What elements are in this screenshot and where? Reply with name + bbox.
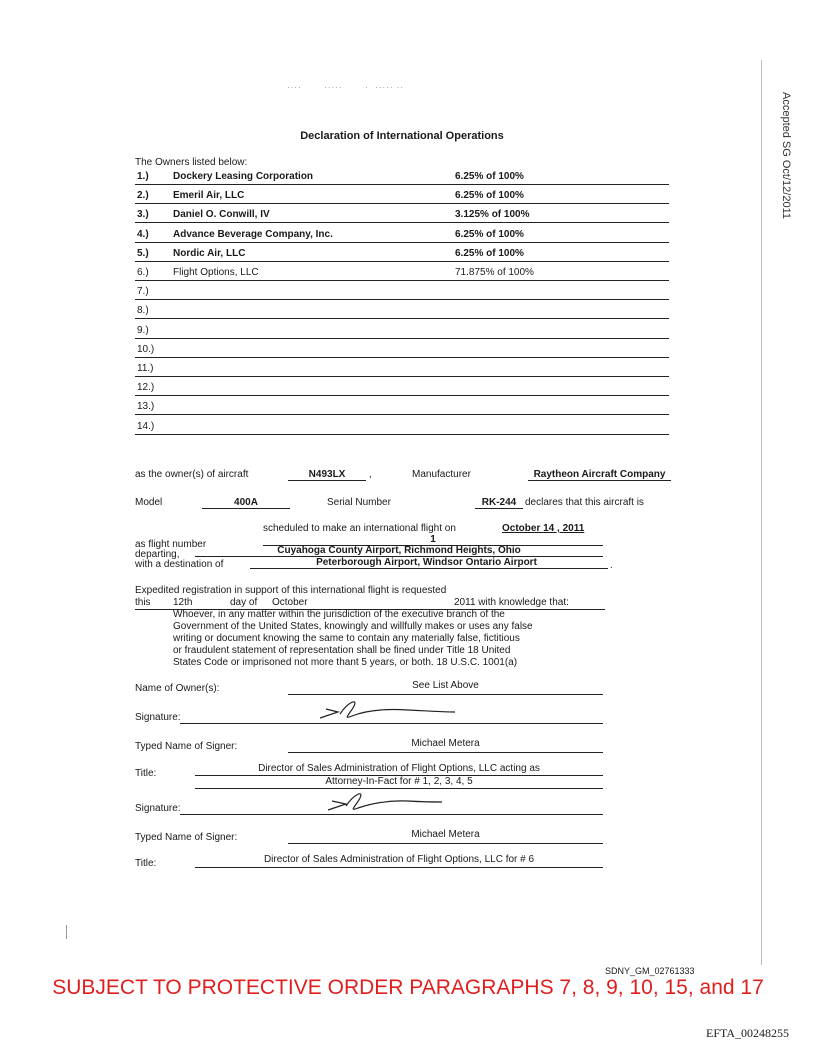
owner-row-line	[135, 203, 669, 204]
owner-number: 2.)	[137, 190, 149, 201]
serial-label: Serial Number	[327, 497, 391, 508]
legal-line: or fraudulent statement of representation shall be fined under Title 18 United	[173, 645, 511, 656]
owner-share: 71.875% of 100%	[455, 267, 534, 278]
owner-name: Daniel O. Conwill, IV	[173, 209, 270, 220]
owner-number: 13.)	[137, 401, 155, 412]
owner-row-line	[135, 184, 669, 185]
legal-line: Whoever, in any matter within the jurisdiction of the executive branch of the	[173, 609, 505, 620]
legal-line: States Code or imprisoned not more thant 5 years, or both. 18 U.S.C. 1001(a)	[173, 657, 518, 668]
efta-number: EFTA_00248255	[706, 1026, 790, 1040]
typed-name-underline-2	[288, 843, 603, 844]
owner-of-aircraft-label: as the owner(s) of aircraft	[135, 469, 249, 480]
page-edge-line	[761, 60, 762, 965]
legal-line: Government of the United States, knowingly and willfully makes or uses any false	[173, 621, 533, 632]
model-value: 400A	[202, 497, 290, 509]
owner-number: 14.)	[137, 421, 155, 432]
serial-value: RK-244	[475, 497, 523, 509]
owner-row-line	[135, 357, 669, 358]
owner-name: Emeril Air, LLC	[173, 190, 245, 201]
owner-share: 6.25% of 100%	[455, 229, 524, 240]
aircraft-registration: N493LX	[288, 469, 366, 481]
owner-number: 7.)	[137, 286, 149, 297]
owner-number: 10.)	[137, 344, 155, 355]
owner-share: 6.25% of 100%	[455, 171, 524, 182]
expedited-intro: Expedited registration in support of this international flight is requested	[135, 585, 447, 596]
owner-row-line	[135, 280, 669, 281]
owner-number: 11.)	[137, 363, 154, 374]
owner-row-line	[135, 338, 669, 339]
owner-number: 4.)	[137, 229, 149, 240]
scan-specks: ···· ····· · ····· ··	[287, 83, 405, 92]
owner-number: 5.)	[137, 248, 149, 259]
protective-order-banner: SUBJECT TO PROTECTIVE ORDER PARAGRAPHS 7, 8, 9, 10, 15, and 17	[52, 976, 764, 999]
owner-share: 6.25% of 100%	[455, 248, 524, 259]
owner-name: Dockery Leasing Corporation	[173, 171, 314, 182]
typed-name-label-1: Typed Name of Signer:	[135, 741, 238, 752]
year-text: 2011 with knowledge that:	[454, 597, 569, 608]
manufacturer-label: Manufacturer	[412, 469, 471, 480]
day-of-label: day of	[230, 597, 258, 608]
declares-text: declares that this aircraft is	[525, 497, 644, 508]
month-value: October	[272, 597, 308, 608]
period: .	[610, 560, 613, 571]
title-label-1: Title:	[135, 768, 157, 779]
document-title: Declaration of International Operations	[300, 130, 504, 142]
signature-scribble-2	[326, 786, 446, 816]
owner-share: 6.25% of 100%	[455, 190, 524, 201]
title-underline-2	[195, 867, 603, 868]
signature-label-1: Signature:	[135, 712, 181, 723]
scheduled-text: scheduled to make an international flight on	[263, 523, 456, 534]
owner-row-line	[135, 434, 669, 435]
owner-row-line	[135, 261, 669, 262]
flight-date: October 14 , 2011	[502, 523, 585, 534]
owner-name-underline	[288, 694, 603, 695]
owner-number: 12.)	[137, 382, 155, 393]
title-value-1a: Director of Sales Administration of Flight Options, LLC acting as	[258, 763, 540, 774]
signature-scribble-1	[318, 696, 458, 726]
typed-name-underline-1	[288, 752, 603, 753]
owners-intro: The Owners listed below:	[135, 157, 248, 168]
comma: ,	[369, 469, 372, 480]
bates-number: SDNY_GM_02761333	[605, 966, 695, 976]
owner-row-line	[135, 242, 669, 243]
owner-row-line	[135, 414, 669, 415]
legal-line: writing or document knowing the same to contain any materially false, fictitious	[173, 633, 520, 644]
manufacturer-value: Raytheon Aircraft Company	[528, 469, 671, 481]
typed-name-label-2: Typed Name of Signer:	[135, 832, 238, 843]
owner-number: 1.)	[137, 171, 149, 182]
model-label: Model	[135, 497, 163, 508]
departing-value: Cuyahoga County Airport, Richmond Heights, Ohio	[277, 545, 521, 556]
typed-name-value-2: Michael Metera	[411, 829, 480, 840]
owner-name: Advance Beverage Company, Inc.	[173, 229, 333, 240]
owner-number: 8.)	[137, 305, 149, 316]
owner-number: 6.)	[137, 267, 149, 278]
destination-value: Peterborough Airport, Windsor Ontario Airport	[316, 557, 537, 568]
signature-label-2: Signature:	[135, 803, 181, 814]
owner-number: 3.)	[137, 209, 149, 220]
destination-label: with a destination of	[135, 559, 224, 570]
owner-row-line	[135, 222, 669, 223]
title-label-2: Title:	[135, 858, 157, 869]
owner-name-value: See List Above	[412, 680, 479, 691]
owner-share: 3.125% of 100%	[455, 209, 530, 220]
title-value-1b: Attorney-In-Fact for # 1, 2, 3, 4, 5	[325, 776, 473, 787]
departing-label: departing,	[135, 549, 180, 560]
owner-name-label: Name of Owner(s):	[135, 683, 220, 694]
owner-row-line	[135, 376, 669, 377]
destination-underline	[250, 568, 608, 569]
typed-name-value-1: Michael Metera	[411, 738, 480, 749]
owner-row-line	[135, 395, 669, 396]
this-label: this	[135, 597, 151, 608]
day-value: 12th	[173, 597, 193, 608]
flight-number-label: as flight number	[135, 539, 207, 550]
owner-row-line	[135, 318, 669, 319]
owner-row-line	[135, 299, 669, 300]
owner-name: Nordic Air, LLC	[173, 248, 246, 259]
owner-number: 9.)	[137, 325, 149, 336]
flight-number-value: 1	[430, 534, 436, 545]
owner-name: Flight Options, LLC	[173, 267, 259, 278]
margin-mark	[66, 925, 67, 939]
title-value-2: Director of Sales Administration of Flight Options, LLC for # 6	[263, 854, 535, 865]
